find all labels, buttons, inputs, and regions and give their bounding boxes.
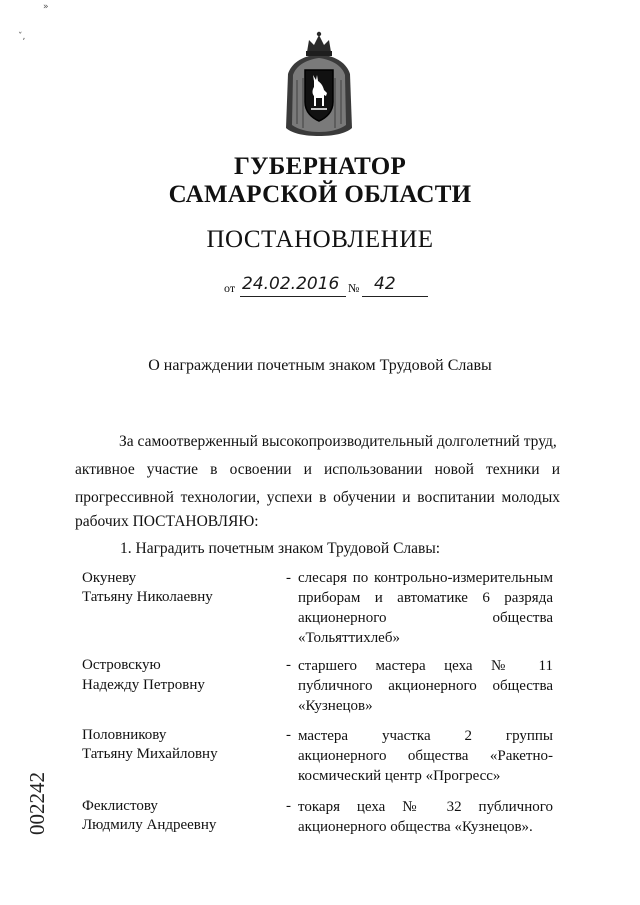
document-type-title: ПОСТАНОВЛЕНИЕ xyxy=(206,226,434,253)
document-subject: О награждении почетным знаком Трудовой Славы xyxy=(148,357,492,374)
awardee-1-given-names: Татьяну Николаевну xyxy=(82,589,213,605)
preamble-line-3: прогрессивной технологии, успехи в обучении и воспитании молодых xyxy=(75,489,560,506)
point-1-heading: 1. Наградить почетным знаком Трудовой Славы: xyxy=(120,540,441,557)
preamble-line-1: За самоотверженный высокопроизводительный долголетний труд, xyxy=(119,433,557,450)
awardee-4-description: токаря цеха № 32 публичного акционерного общества «Кузнецов». xyxy=(298,799,553,835)
preamble-line-2: активное участие в освоении и использовании новой техники и xyxy=(75,461,560,478)
coat-of-arms-emblem xyxy=(283,30,355,138)
number-underline xyxy=(362,296,428,297)
date-value: 24.02.2016 xyxy=(242,274,340,294)
awardee-2-dash: - xyxy=(286,657,291,673)
scan-mark-left: ˇ, xyxy=(18,32,26,42)
awardee-1-dash: - xyxy=(286,570,291,586)
issuer-line-1: ГУБЕРНАТОР xyxy=(233,153,407,180)
registration-number-text: 002242 xyxy=(25,772,49,835)
registration-number-stamp xyxy=(20,740,55,840)
awardee-2-surname: Островскую xyxy=(82,657,161,673)
issuer-line-2: САМАРСКОЙ ОБЛАСТИ xyxy=(168,181,472,208)
scan-mark-top: » xyxy=(43,2,49,12)
number-label: № xyxy=(348,281,360,295)
number-value: 42 xyxy=(374,274,396,294)
awardee-4-dash: - xyxy=(286,798,291,814)
awardee-1-surname: Окуневу xyxy=(82,570,137,586)
awardee-4-surname: Феклистову xyxy=(82,798,158,814)
date-underline xyxy=(240,296,346,297)
awardee-3-description: мастера участка 2 группы акционерного общества «Ракетно-космический центр «Прогресс» xyxy=(298,728,553,784)
awardee-1-description: слесаря по контрольно-измерительным приборам и автоматике 6 разряда акционерного общества «Тольяттихлеб» xyxy=(298,570,553,646)
awardee-2-given-names: Надежду Петровну xyxy=(82,677,205,693)
awardee-3-dash: - xyxy=(286,727,291,743)
awardee-4-given-names: Людмилу Андреевну xyxy=(82,817,217,833)
awardee-2-description: старшего мастера цеха № 11 публичного акционерного общества «Кузнецов» xyxy=(298,658,553,714)
awardee-3-given-names: Татьяну Михайловну xyxy=(82,746,218,762)
preamble-line-4: рабочих ПОСТАНОВЛЯЮ: xyxy=(75,513,259,530)
awardee-3-surname: Половникову xyxy=(82,727,167,743)
date-from-label: от xyxy=(224,281,236,295)
date-number-line xyxy=(222,275,442,299)
